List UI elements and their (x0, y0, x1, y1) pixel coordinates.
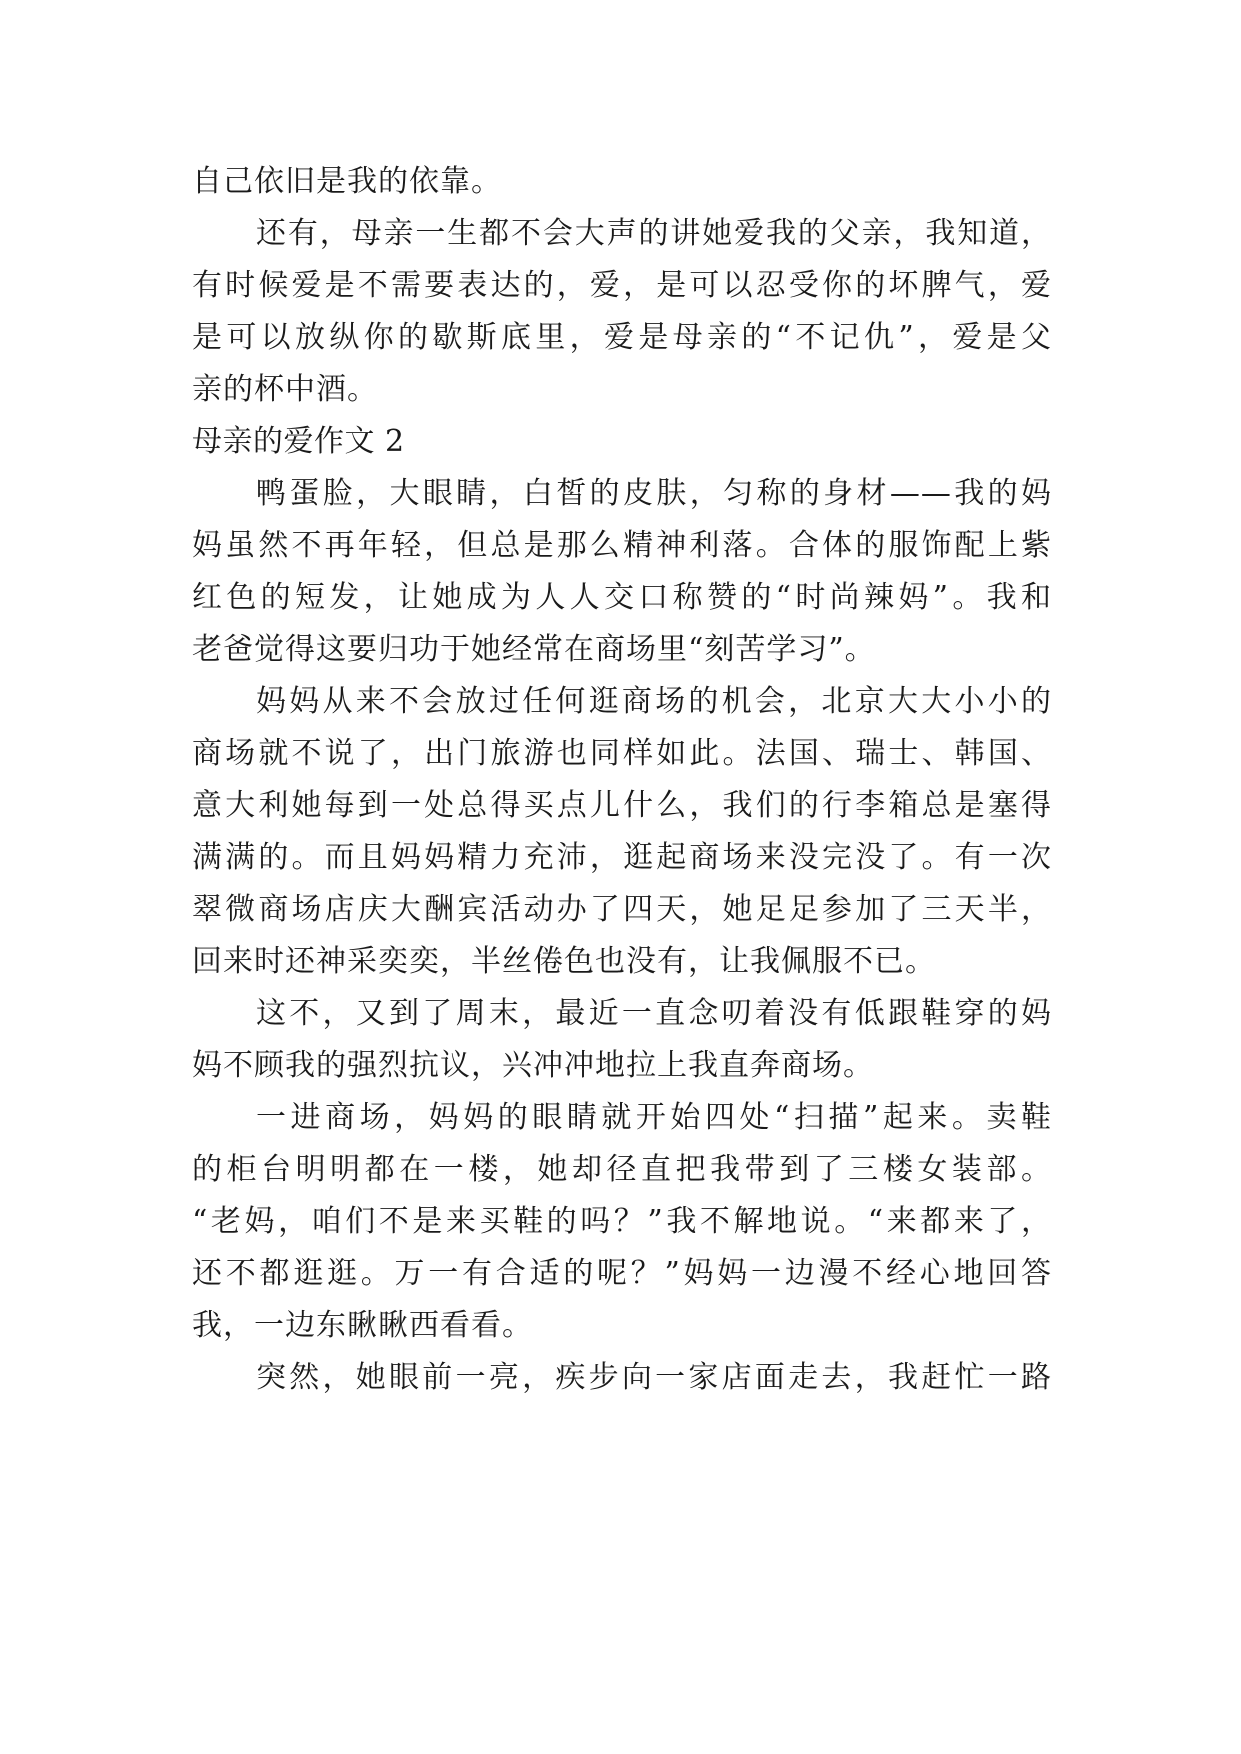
paragraph (192, 988, 1052, 1092)
text-line: 商场就不说了，出门旅游也同样如此。法国、瑞士、韩国、 (192, 736, 1052, 771)
text-line: 自己依旧是我的依靠。 (192, 164, 502, 199)
text-line: 亲的杯中酒。 (192, 372, 378, 407)
paragraph (192, 1092, 1052, 1352)
text-line: 这不，又到了周末，最近一直念叨着没有低跟鞋穿的妈 (256, 996, 1052, 1031)
document-page (192, 156, 1052, 1404)
text-line: 满满的。而且妈妈精力充沛，逛起商场来没完没了。有一次 (192, 840, 1052, 875)
text-line: 妈不顾我的强烈抗议，兴冲冲地拉上我直奔商场。 (192, 1048, 874, 1083)
paragraph (192, 156, 1052, 208)
text-line: “老妈，咱们不是来买鞋的吗？”我不解地说。“来都来了， (192, 1204, 1052, 1239)
text-line: 意大利她每到一处总得买点儿什么，我们的行李箱总是塞得 (192, 788, 1052, 823)
text-line: 是可以放纵你的歇斯底里，爱是母亲的“不记仇”，爱是父 (192, 320, 1052, 355)
paragraph (192, 468, 1052, 676)
text-line: 我，一边东瞅瞅西看看。 (192, 1308, 533, 1343)
text-line: 的柜台明明都在一楼，她却径直把我带到了三楼女装部。 (192, 1152, 1052, 1187)
section-heading (192, 416, 1052, 468)
paragraph (192, 208, 1052, 416)
text-line: 妈虽然不再年轻，但总是那么精神利落。合体的服饰配上紫 (192, 528, 1052, 563)
text-line: 翠微商场店庆大酬宾活动办了四天，她足足参加了三天半， (192, 892, 1052, 927)
paragraph (192, 676, 1052, 988)
text-line: 还有，母亲一生都不会大声的讲她爱我的父亲，我知道， (256, 216, 1052, 251)
paragraph (192, 1352, 1052, 1404)
text-line: 还不都逛逛。万一有合适的呢？”妈妈一边漫不经心地回答 (192, 1256, 1052, 1291)
text-line: 突然，她眼前一亮，疾步向一家店面走去，我赶忙一路 (256, 1360, 1052, 1395)
text-line: 妈妈从来不会放过任何逛商场的机会，北京大大小小的 (256, 684, 1052, 719)
text-line: 母亲的爱作文 2 (192, 424, 405, 459)
text-line: 老爸觉得这要归功于她经常在商场里“刻苦学习”。 (192, 632, 876, 667)
text-line: 鸭蛋脸，大眼睛，白皙的皮肤，匀称的身材——我的妈 (256, 476, 1052, 511)
text-line: 有时候爱是不需要表达的，爱，是可以忍受你的坏脾气，爱 (192, 268, 1052, 303)
text-line: 一进商场，妈妈的眼睛就开始四处“扫描”起来。卖鞋 (256, 1100, 1052, 1135)
text-line: 回来时还神采奕奕，半丝倦色也没有，让我佩服不已。 (192, 944, 936, 979)
text-line: 红色的短发，让她成为人人交口称赞的“时尚辣妈”。我和 (192, 580, 1052, 615)
